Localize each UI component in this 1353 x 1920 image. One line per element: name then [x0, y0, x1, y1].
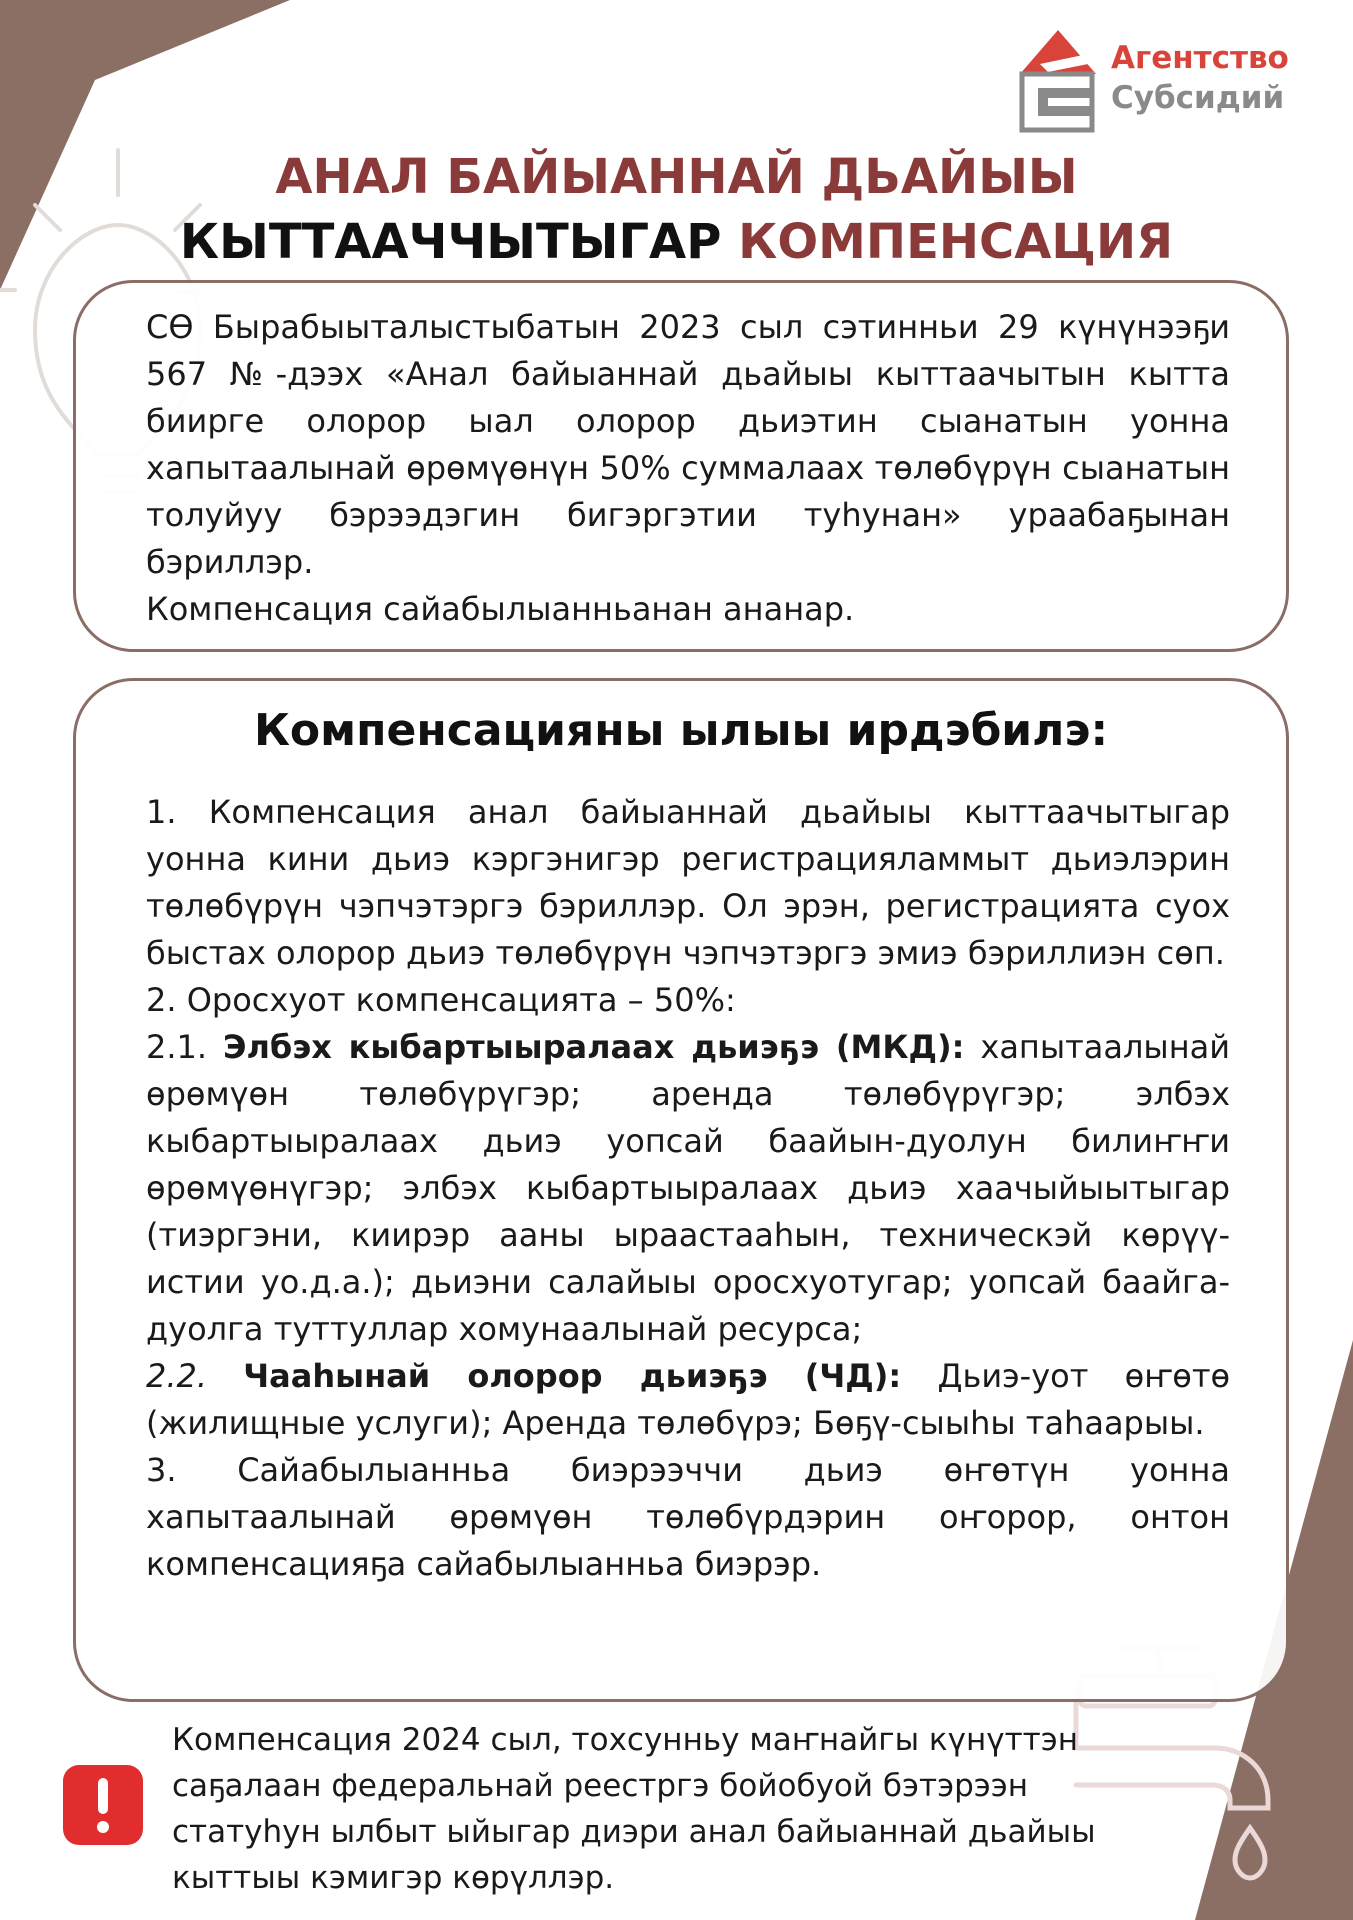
procedure-item-2-2-label: Чааһынай олорор дьиэҕэ (ЧД): [243, 1357, 902, 1395]
intro-text: СӨ Бырабыыталыстыбатын 2023 сыл сэтинньи 29 күнүнээҕи 567 №-дээх «Анал байыаннай дьайыы кыттаачытын кытта биирге олорор ыал олорор дьиэтин сыанатын уонна хапытаалынай өрөмүөнүн 50% суммалаах төлөбүрүн сыанатын толуйуу бэрээдэгин бигэргэтии туһунан» ураабаҕынан бэриллэр. [146, 308, 1230, 581]
procedure-item-2-1 [146, 1024, 1230, 1353]
procedure-item-2-1-label: Элбэх кыбартыыралаах дьиэҕэ (МКД): [222, 1028, 965, 1066]
intro-text-block [146, 304, 1230, 633]
logo-text-line2: Субсидий [1111, 80, 1285, 116]
procedure-item-2-2-number: 2.2. [146, 1357, 208, 1395]
procedure-title: Компенсацияны ылыы ирдэбилэ: [253, 705, 1109, 756]
procedure-item-3: 3. Сайабылыанньа биэрээччи дьиэ өҥөтүн уонна хапытаалынай өрөмүөн төлөбүрдэрин оҥорор, онтон компенсацияҕа сайабылыанньа биэрэр. [146, 1451, 1230, 1583]
exclamation-icon [63, 1765, 143, 1845]
agency-logo-icon [1018, 28, 1103, 134]
procedure-item-2-2-text: Дьиэ-уот өҥөтө (жилищные услуги); Аренда төлөбүрэ; Бөҕү-сыыһы таһаарыы. [146, 1357, 1231, 1442]
agency-logo [1018, 28, 1289, 134]
procedure-item-2-1-number: 2.1. [146, 1028, 208, 1066]
procedure-item-2-2 [146, 1353, 1230, 1447]
page-title-line1: АНАЛ БАЙЫАННАЙ ДЬАЙЫЫ [275, 149, 1078, 205]
procedure-item-1: 1. Компенсация анал байыаннай дьайыы кыттаачытыгар уонна кини дьиэ кэргэнигэр регистрацияламмыт дьиэлэрин төлөбүрүн чэпчэтэргэ бэриллэр. Ол эрэн, регистрацията суох быстах олорор дьиэ төлөбүрүн чэпчэтэргэ эмиэ бэриллиэн сөп. [146, 793, 1230, 972]
procedure-text-block [146, 789, 1230, 1588]
procedure-item-2-1-text: хапытаалынай өрөмүөн төлөбүрүгэр; аренда төлөбүрүгэр; элбэх кыбартыыралаах дьиэ уопсай баайын-дуолун билиҥҥи өрөмүөнүгэр; элбэх кыбартыыралаах дьиэ хаачыйыытыгар (тиэргэни, киирэр ааны ыраастааһын, техническэй көрүү-истии уо.д.а.); дьиэни салайыы оросхуотугар; уопсай баайга-дуолга туттуллар хомунаалынай ресурса; [146, 1028, 1231, 1348]
page-title-line2-accent: КОМПЕНСАЦИЯ [738, 214, 1174, 270]
footer-note: Компенсация 2024 сыл, тохсунньу маҥнайгы күнүттэн саҕалаан федеральнай реестргэ бойобуой бэтэрээн статуһун ылбыт ыйыгар диэри анал байыаннай дьайыы кыттыы кэмигэр көрүллэр. [172, 1722, 1096, 1896]
intro-panel [73, 280, 1289, 652]
logo-text-line1: Агентство [1111, 40, 1289, 76]
page-title-line2-part1: КЫТТААЧЧЫТЫГАР [179, 214, 722, 270]
procedure-panel [73, 678, 1289, 1702]
page-title-line2 [0, 210, 1353, 274]
procedure-item-2: 2. Оросхуот компенсацията – 50%: [146, 981, 736, 1019]
intro-note: Компенсация сайабылыанньанан ананар. [146, 590, 855, 628]
